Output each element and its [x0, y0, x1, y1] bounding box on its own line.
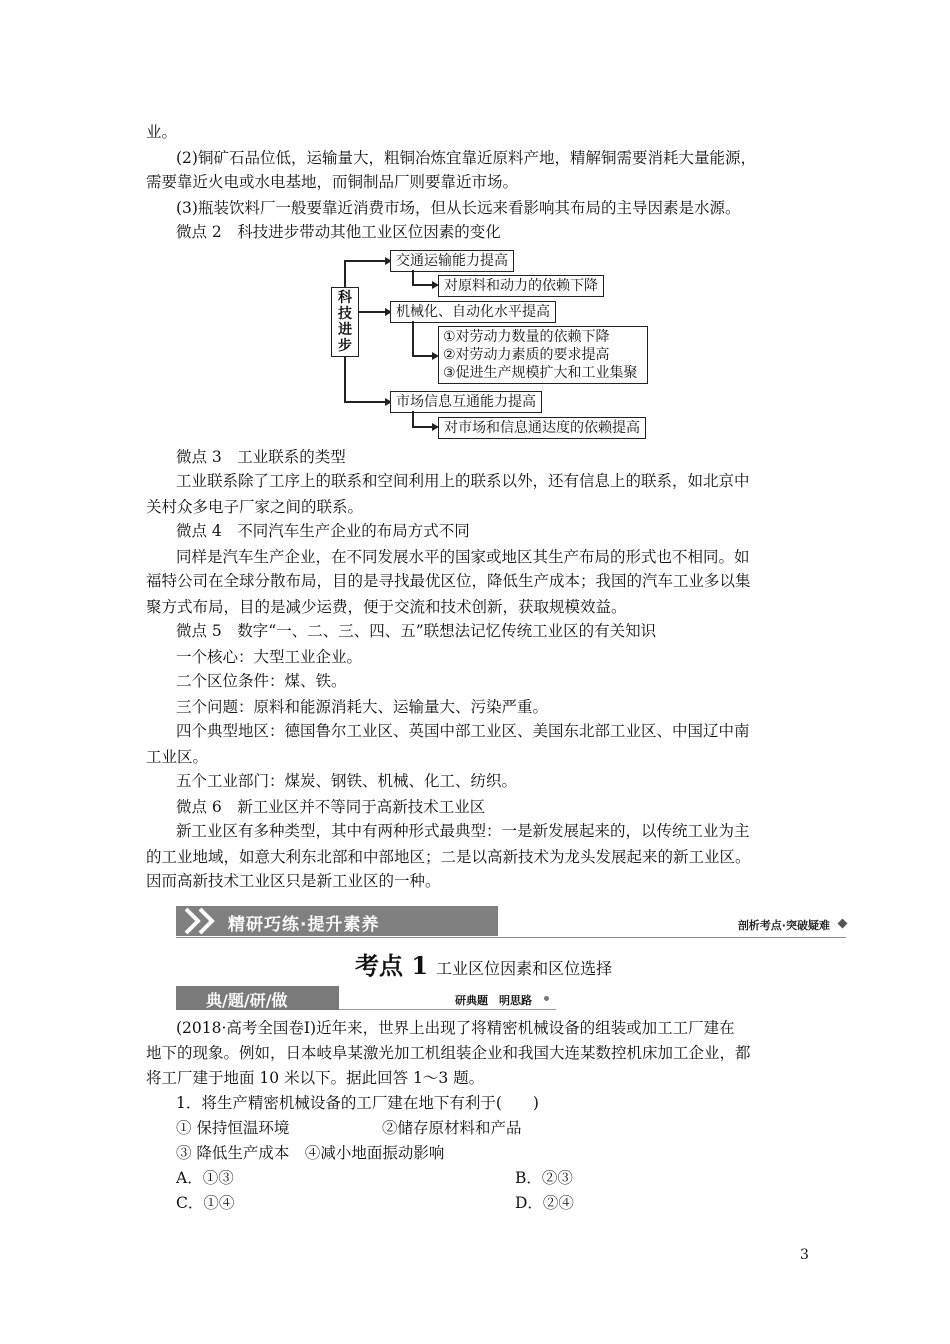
diagram-leaf: ③促进生产规模扩大和工业集聚 — [443, 365, 638, 381]
text-line: 新工业区有多种类型，其中有两种形式最典型：一是新发展起来的，以传统工业为主 — [176, 822, 750, 840]
banner-title: 精研巧练·提升素养 — [228, 915, 380, 935]
diagram-leaf: ②对劳动力素质的要求提高 — [443, 347, 610, 363]
statement-item: ① 保持恒温环境 — [176, 1119, 290, 1137]
text-line: 工业区。 — [146, 748, 209, 766]
text-line: (3)瓶装饮料厂一般要靠近消费市场，但从长远来看影响其布局的主导因素是水源。 — [176, 199, 741, 217]
text-line: 五个工业部门：煤炭、钢铁、机械、化工、纺织。 — [176, 772, 518, 790]
answer-option-b[interactable]: B．②③ — [515, 1169, 573, 1187]
text-line: 三个问题：原料和能源消耗大、运输量大、污染严重。 — [176, 698, 549, 716]
text-line: 二个区位条件：煤、铁。 — [176, 672, 347, 690]
sub-banner — [176, 986, 556, 1010]
text-line: 关村众多电子厂家之间的联系。 — [146, 498, 364, 516]
text-line: 聚方式布局，目的是减少运费，便于交流和技术创新，获取规模效益。 — [146, 598, 627, 616]
text-line: 需要靠近火电或水电基地，而铜制品厂则要靠近市场。 — [146, 173, 519, 191]
answer-option-a[interactable]: A．①③ — [176, 1169, 234, 1187]
divider — [176, 937, 846, 938]
banner-subtitle: 剖析考点·突破疑难 — [737, 919, 830, 932]
answer-option-c[interactable]: C．①④ — [176, 1194, 235, 1212]
diagram-branch: 机械化、自动化水平提高 — [390, 301, 556, 323]
section-heading: 微点 4 不同汽车生产企业的布局方式不同 — [176, 522, 470, 540]
kaodian-heading — [355, 946, 612, 982]
text-line: 同样是汽车生产企业，在不同发展水平的国家或地区其生产布局的形式也不相同。如 — [176, 548, 750, 566]
divider — [339, 1009, 556, 1010]
diagram-leaf: 对原料和动力的依赖下降 — [438, 275, 604, 297]
diagram-root: 科技进步 — [331, 287, 359, 357]
text-line: 业。 — [146, 123, 178, 141]
page-number: 3 — [800, 1247, 809, 1263]
text-line: 四个典型地区：德国鲁尔工业区、英国中部工业区、美国东北部工业区、中国辽中南 — [176, 722, 750, 740]
section-banner — [176, 902, 846, 940]
section-heading: 微点 5 数字“一、二、三、四、五”联想法记忆传统工业区的有关知识 — [176, 622, 657, 640]
sub-banner-subtitle: 研典题 明思路 — [455, 994, 532, 1007]
text-line: 一个核心：大型工业企业。 — [176, 648, 363, 666]
section-heading: 微点 2 科技进步带动其他工业区位因素的变化 — [176, 223, 501, 241]
diagram-branch: 交通运输能力提高 — [390, 250, 514, 272]
question-intro: (2018·高考全国卷Ⅰ)近年来，世界上出现了将精密机械设备的组装或加工工厂建在 — [176, 1019, 735, 1037]
question-intro: 将工厂建于地面 10 米以下。据此回答 1～3 题。 — [146, 1069, 485, 1087]
sub-banner-title: 典/题/研/做 — [206, 991, 288, 1010]
diagram-leaf-group — [438, 326, 648, 384]
diagram-leaf: ①对劳动力数量的依赖下降 — [443, 329, 610, 345]
diagram-leaf: 对市场和信息通达度的依赖提高 — [438, 417, 646, 439]
text-line: (2)铜矿石品位低，运输量大，粗铜冶炼宜靠近原料产地，精解铜需要消耗大量能源， — [176, 149, 756, 167]
kaodian-title: 工业区位因素和区位选择 — [436, 959, 613, 978]
text-line: 的工业地域，如意大利东北部和中部地区；二是以高新技术为龙头发展起来的新工业区。 — [146, 848, 751, 866]
answer-option-d[interactable]: D．②④ — [515, 1194, 574, 1212]
text-line: 福特公司在全球分散布局，目的是寻找最优区位，降低生产成本；我国的汽车工业多以集 — [146, 572, 751, 590]
text-line: 工业联系除了工序上的联系和空间利用上的联系以外，还有信息上的联系，如北京中 — [176, 472, 750, 490]
question-intro: 地下的现象。例如，日本岐阜某激光加工机组装企业和我国大连某数控机床加工企业，都 — [146, 1044, 751, 1062]
diagram-branch: 市场信息互通能力提高 — [390, 391, 542, 413]
dot-icon — [544, 996, 549, 1001]
section-heading: 微点 3 工业联系的类型 — [176, 448, 346, 466]
text-line: 因而高新技术工业区只是新工业区的一种。 — [146, 872, 441, 890]
statement-item: ②储存原材料和产品 — [382, 1119, 522, 1137]
diamond-icon — [838, 919, 848, 929]
question-stem: 1．将生产精密机械设备的工厂建在地下有利于( ) — [176, 1094, 539, 1112]
kaodian-number: 考点 1 — [355, 951, 429, 980]
section-heading: 微点 6 新工业区并不等同于高新技术工业区 — [176, 798, 486, 816]
statement-item: ③ 降低生产成本 ④减小地面振动影响 — [176, 1144, 445, 1162]
chevron-icon — [180, 906, 226, 936]
